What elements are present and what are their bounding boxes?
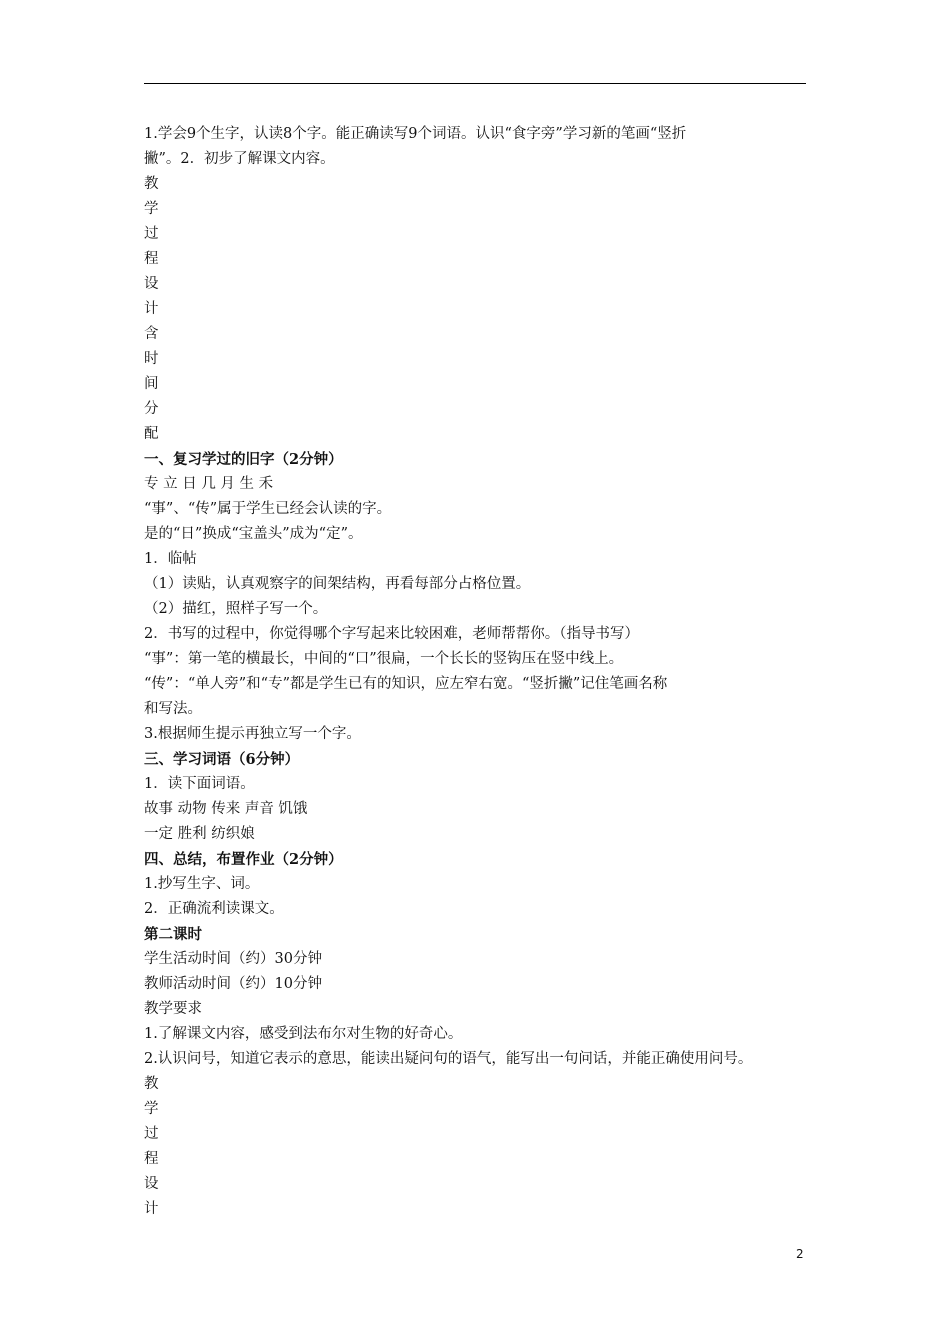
- text-line: 一定 胜利 纺织娘: [144, 826, 255, 842]
- text-line: 学: [144, 201, 159, 217]
- text-line: （2）描红，照样子写一个。: [144, 601, 328, 617]
- text-line: 过: [144, 226, 159, 242]
- text-line: 专 立 日 几 月 生 禾: [144, 476, 274, 492]
- text-line: 教: [144, 1076, 159, 1092]
- text-line: 1．临帖: [144, 551, 197, 567]
- text-line: 计: [144, 1201, 159, 1217]
- text-line: 时: [144, 351, 159, 367]
- text-line: 计: [144, 301, 159, 317]
- text-line: 设: [144, 276, 159, 292]
- text-line: 和写法。: [144, 701, 202, 717]
- header-rule: [144, 83, 806, 84]
- text-line: 1．读下面词语。: [144, 776, 255, 792]
- text-line: 配: [144, 426, 159, 442]
- text-line: 程: [144, 251, 159, 267]
- document-body: [144, 122, 824, 1222]
- text-line: “传”：“单人旁”和“专”都是学生已有的知识，应左窄右宽。“竖折撇”记住笔画名称: [144, 676, 668, 692]
- text-line: 2．书写的过程中，你觉得哪个字写起来比较困难，老师帮帮你。（指导书写）: [144, 626, 639, 642]
- text-line: 学: [144, 1101, 159, 1117]
- text-line: 1.学会9个生字，认读8个字。能正确读写9个词语。认识“食字旁”学习新的笔画“竖折: [144, 126, 687, 142]
- page-number: 2: [796, 1247, 804, 1261]
- text-line: 间: [144, 376, 159, 392]
- text-line: 撇”。2．初步了解课文内容。: [144, 151, 335, 167]
- section-heading: 一、复习学过的旧字（2分钟）: [144, 451, 343, 468]
- text-line: “事”：第一笔的横最长，中间的“口”很扁，一个长长的竖钩压在竖中线上。: [144, 651, 624, 667]
- text-line: 故事 动物 传来 声音 饥饿: [144, 801, 308, 817]
- section-heading: 三、学习词语（6分钟）: [144, 751, 300, 768]
- text-line: 1.抄写生字、词。: [144, 876, 260, 892]
- text-line: 含: [144, 326, 159, 342]
- text-line: 1.了解课文内容，感受到法布尔对生物的好奇心。: [144, 1026, 463, 1042]
- text-line: 设: [144, 1176, 159, 1192]
- text-line: （1）读贴，认真观察字的间架结构，再看每部分占格位置。: [144, 576, 531, 592]
- text-line: 程: [144, 1151, 159, 1167]
- text-line: 2.认识问号，知道它表示的意思，能读出疑问句的语气，能写出一句问话，并能正确使用问号。: [144, 1051, 753, 1067]
- text-line: “事”、“传”属于学生已经会认读的字。: [144, 501, 392, 517]
- text-line: 分: [144, 401, 159, 417]
- text-line: 过: [144, 1126, 159, 1142]
- text-line: 学生活动时间（约）30分钟: [144, 951, 322, 967]
- section-heading: 四、总结，布置作业（2分钟）: [144, 851, 343, 868]
- text-line: 教: [144, 176, 159, 192]
- text-line: 教师活动时间（约）10分钟: [144, 976, 322, 992]
- text-line: 3.根据师生提示再独立写一个字。: [144, 726, 361, 742]
- text-line: 2．正确流利读课文。: [144, 901, 284, 917]
- text-line: 教学要求: [144, 1001, 202, 1017]
- text-line: 是的“日”换成“宝盖头”成为“定”。: [144, 526, 363, 542]
- section-heading: 第二课时: [144, 926, 202, 943]
